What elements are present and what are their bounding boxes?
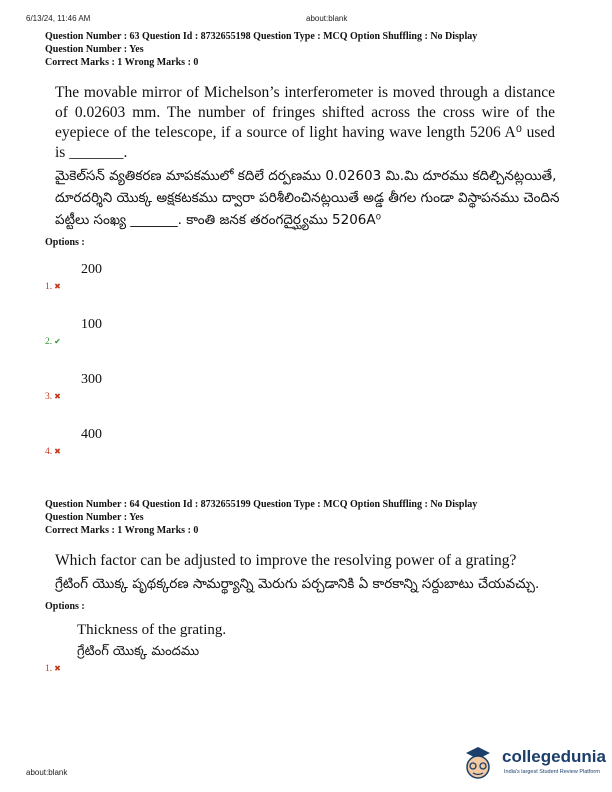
- wrong-mark-icon: ✖: [54, 392, 61, 401]
- option-value: Thickness of the grating.: [77, 622, 227, 638]
- option-value: 400: [81, 427, 102, 442]
- option-value: 100: [81, 317, 102, 332]
- logo-tagline: India's largest Student Review Platform: [504, 769, 600, 775]
- question-text-english: The movable mirror of Michelson’s interferometer is moved through a distance of 0.02603 mm. The number of fringes shifted across the cross wire of the eyepiece of the telescope, if a source of light having wave length 5206 A⁰ used is _______.: [55, 84, 555, 161]
- option-3: [45, 372, 575, 427]
- mascot-icon: [458, 745, 498, 785]
- option-1: [45, 262, 575, 317]
- option-number: 2.: [45, 337, 53, 347]
- question-text-telugu: మైకెల్‌సన్ వ్యతికరణ మాపకములో కదిలే దర్పణము 0.02603 మి.మి దూరము కదిల్చినట్లయితే, దూరదర్శిని యొక్క అక్షకటకము ద్వారా పరిశీలించినట్లయితే అడ్డ తీగల గుండా విస్థాపనము చెందిన పట్టీలు సంఖ్య _______. కాంతి జనక తరంగదైర్ఘ్యము 5206A⁰: [55, 168, 560, 228]
- question-number-display: Question Number : Yes: [45, 44, 144, 55]
- question-number-display: Question Number : Yes: [45, 512, 144, 523]
- option-number: 1.: [45, 664, 53, 674]
- question-64: [45, 498, 575, 682]
- wrong-mark-icon: ✖: [54, 447, 61, 456]
- wrong-mark-icon: ✖: [54, 282, 61, 291]
- print-footer-url: about:blank: [26, 768, 68, 777]
- print-page-title: about:blank: [306, 14, 348, 23]
- question-marks: Correct Marks : 1 Wrong Marks : 0: [45, 57, 199, 68]
- option-value-telugu: గ్రేటింగ్ యొక్క మందము: [77, 644, 200, 659]
- question-63: [45, 30, 575, 482]
- option-1: [45, 622, 575, 682]
- question-meta-line: Question Number : 64 Question Id : 8732655199 Question Type : MCQ Option Shuffling : No Display: [45, 499, 478, 510]
- options-label: Options :: [45, 601, 85, 612]
- question-text-english: Which factor can be adjusted to improve the resolving power of a grating?: [55, 552, 517, 569]
- option-4: [45, 427, 575, 482]
- options-label: Options :: [45, 237, 85, 248]
- option-number: 4.: [45, 447, 53, 457]
- option-number: 1.: [45, 282, 53, 292]
- option-number: 3.: [45, 392, 53, 402]
- option-2: [45, 317, 575, 372]
- question-text-telugu: గ్రేటింగ్ యొక్క పృథక్కరణ సామర్థ్యాన్ని మెరుగు పర్చడానికి ఏ కారకాన్ని సర్దుబాటు చేయవచ్చు.: [55, 576, 540, 592]
- correct-check-icon: ✔: [54, 337, 61, 346]
- option-value: 200: [81, 262, 102, 277]
- wrong-mark-icon: ✖: [54, 664, 61, 673]
- collegedunia-logo: [458, 745, 608, 785]
- logo-brand: collegedunia: [502, 747, 606, 766]
- question-marks: Correct Marks : 1 Wrong Marks : 0: [45, 525, 199, 536]
- print-datetime: 6/13/24, 11:46 AM: [26, 14, 91, 23]
- question-meta-line: Question Number : 63 Question Id : 8732655198 Question Type : MCQ Option Shuffling : No Display: [45, 31, 478, 42]
- option-value: 300: [81, 372, 102, 387]
